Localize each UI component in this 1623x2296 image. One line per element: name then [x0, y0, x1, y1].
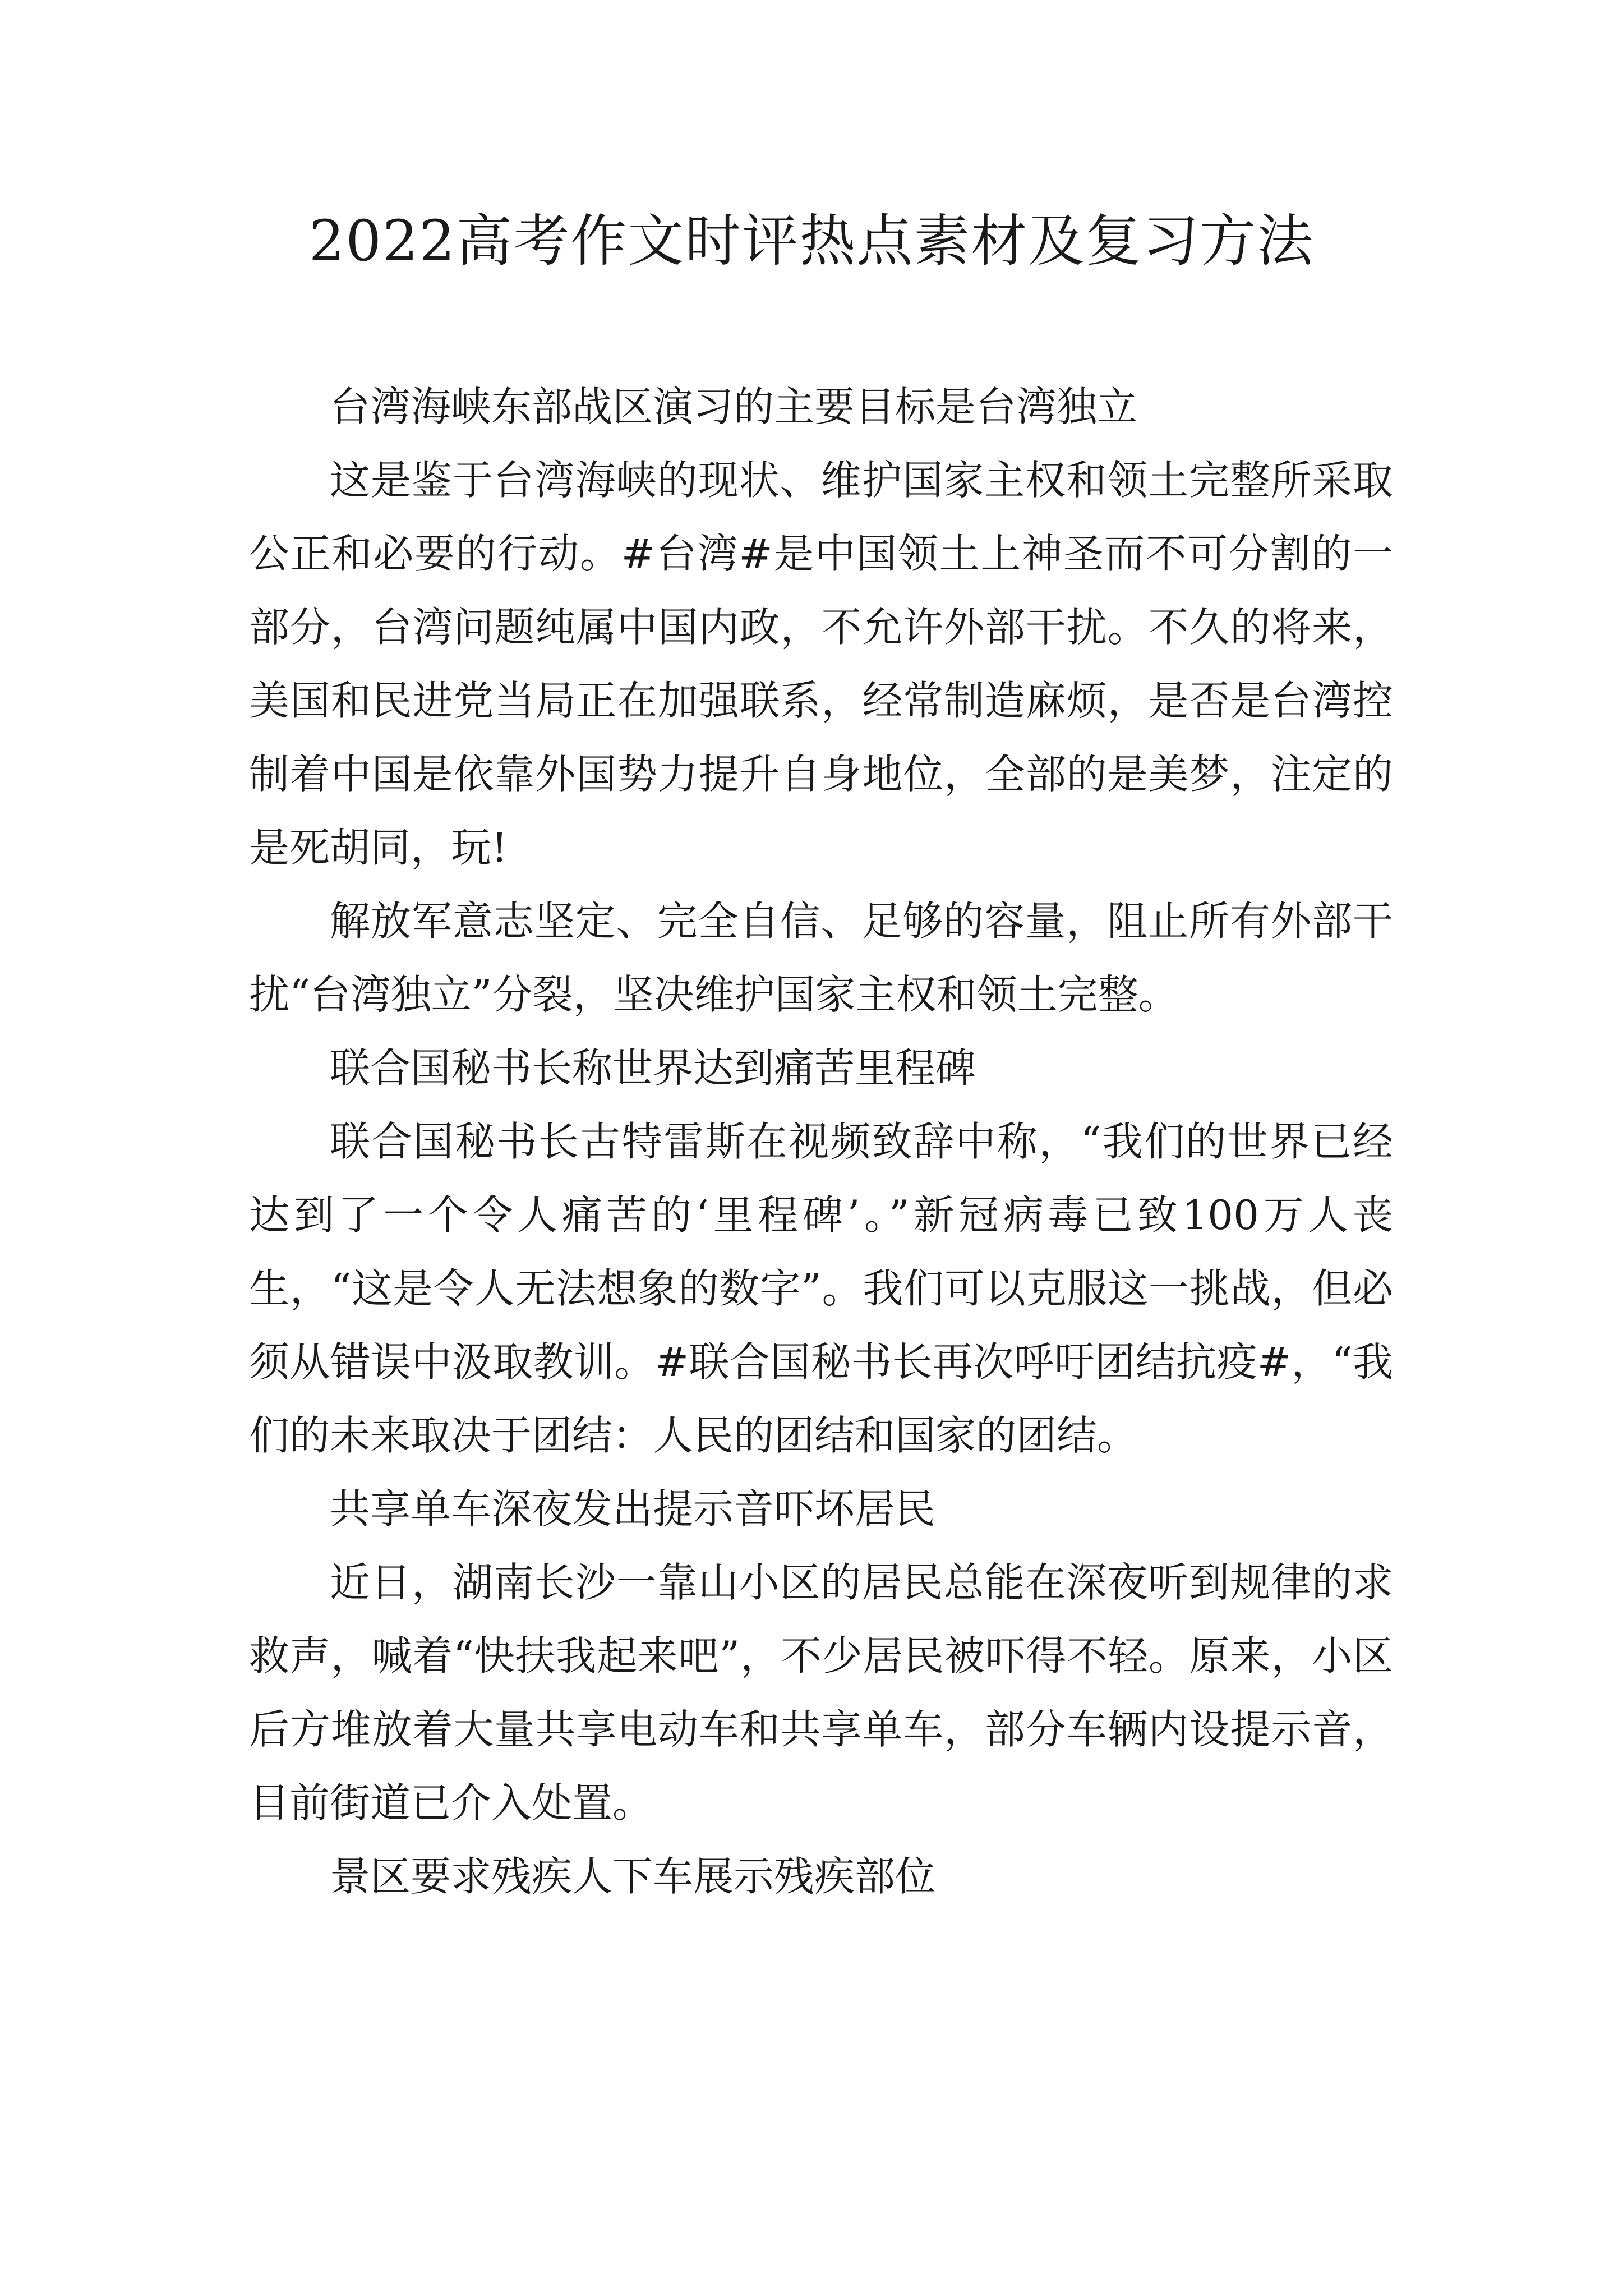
document-body — [249, 370, 1393, 1913]
paragraph-pla: 解放军意志坚定、完全自信、足够的容量，阻止所有外部干扰“台湾独立”分裂，坚决维护国家主权和领土完整。 — [249, 898, 1393, 1018]
paragraph-guterres: 联合国秘书长古特雷斯在视频致辞中称，“我们的世界已经达到了一个令人痛苦的‘里程碑’。”新冠病毒已致100万人丧生，“这是令人无法想象的数字”。我们可以克服这一挑战，但必须从错误中汲取教训。#联合国秘书长再次呼吁团结抗疫#，“我们的未来取决于团结：人民的团结和国家的团结。 — [249, 1118, 1393, 1459]
heading-scenic-area: 景区要求残疾人下车展示残疾部位 — [330, 1853, 936, 1900]
heading-taiwan-drill: 台湾海峡东部战区演习的主要目标是台湾独立 — [330, 383, 1138, 430]
paragraph-changsha: 近日，湖南长沙一靠山小区的居民总能在深夜听到规律的求救声，喊着“快扶我起来吧”，不少居民被吓得不轻。原来，小区后方堆放着大量共享电动车和共享单车，部分车辆内设提示音，目前街道已介入处置。 — [249, 1559, 1393, 1826]
heading-un-secretary-general: 联合国秘书长称世界达到痛苦里程碑 — [330, 1045, 976, 1092]
heading-shared-bikes: 共享单车深夜发出提示音吓坏居民 — [330, 1485, 936, 1533]
document-title: 2022高考作文时评热点素材及复习方法 — [308, 208, 1315, 274]
paragraph-taiwan-strait: 这是鉴于台湾海峡的现状、维护国家主权和领土完整所采取公正和必要的行动。#台湾#是中国领土上神圣而不可分割的一部分，台湾问题纯属中国内政，不允许外部干扰。不久的将来，美国和民进党当局正在加强联系，经常制造麻烦，是否是台湾控制着中国是依靠外国势力提升自身地位，全部的是美梦，注定的是死胡同，玩! — [249, 457, 1393, 871]
